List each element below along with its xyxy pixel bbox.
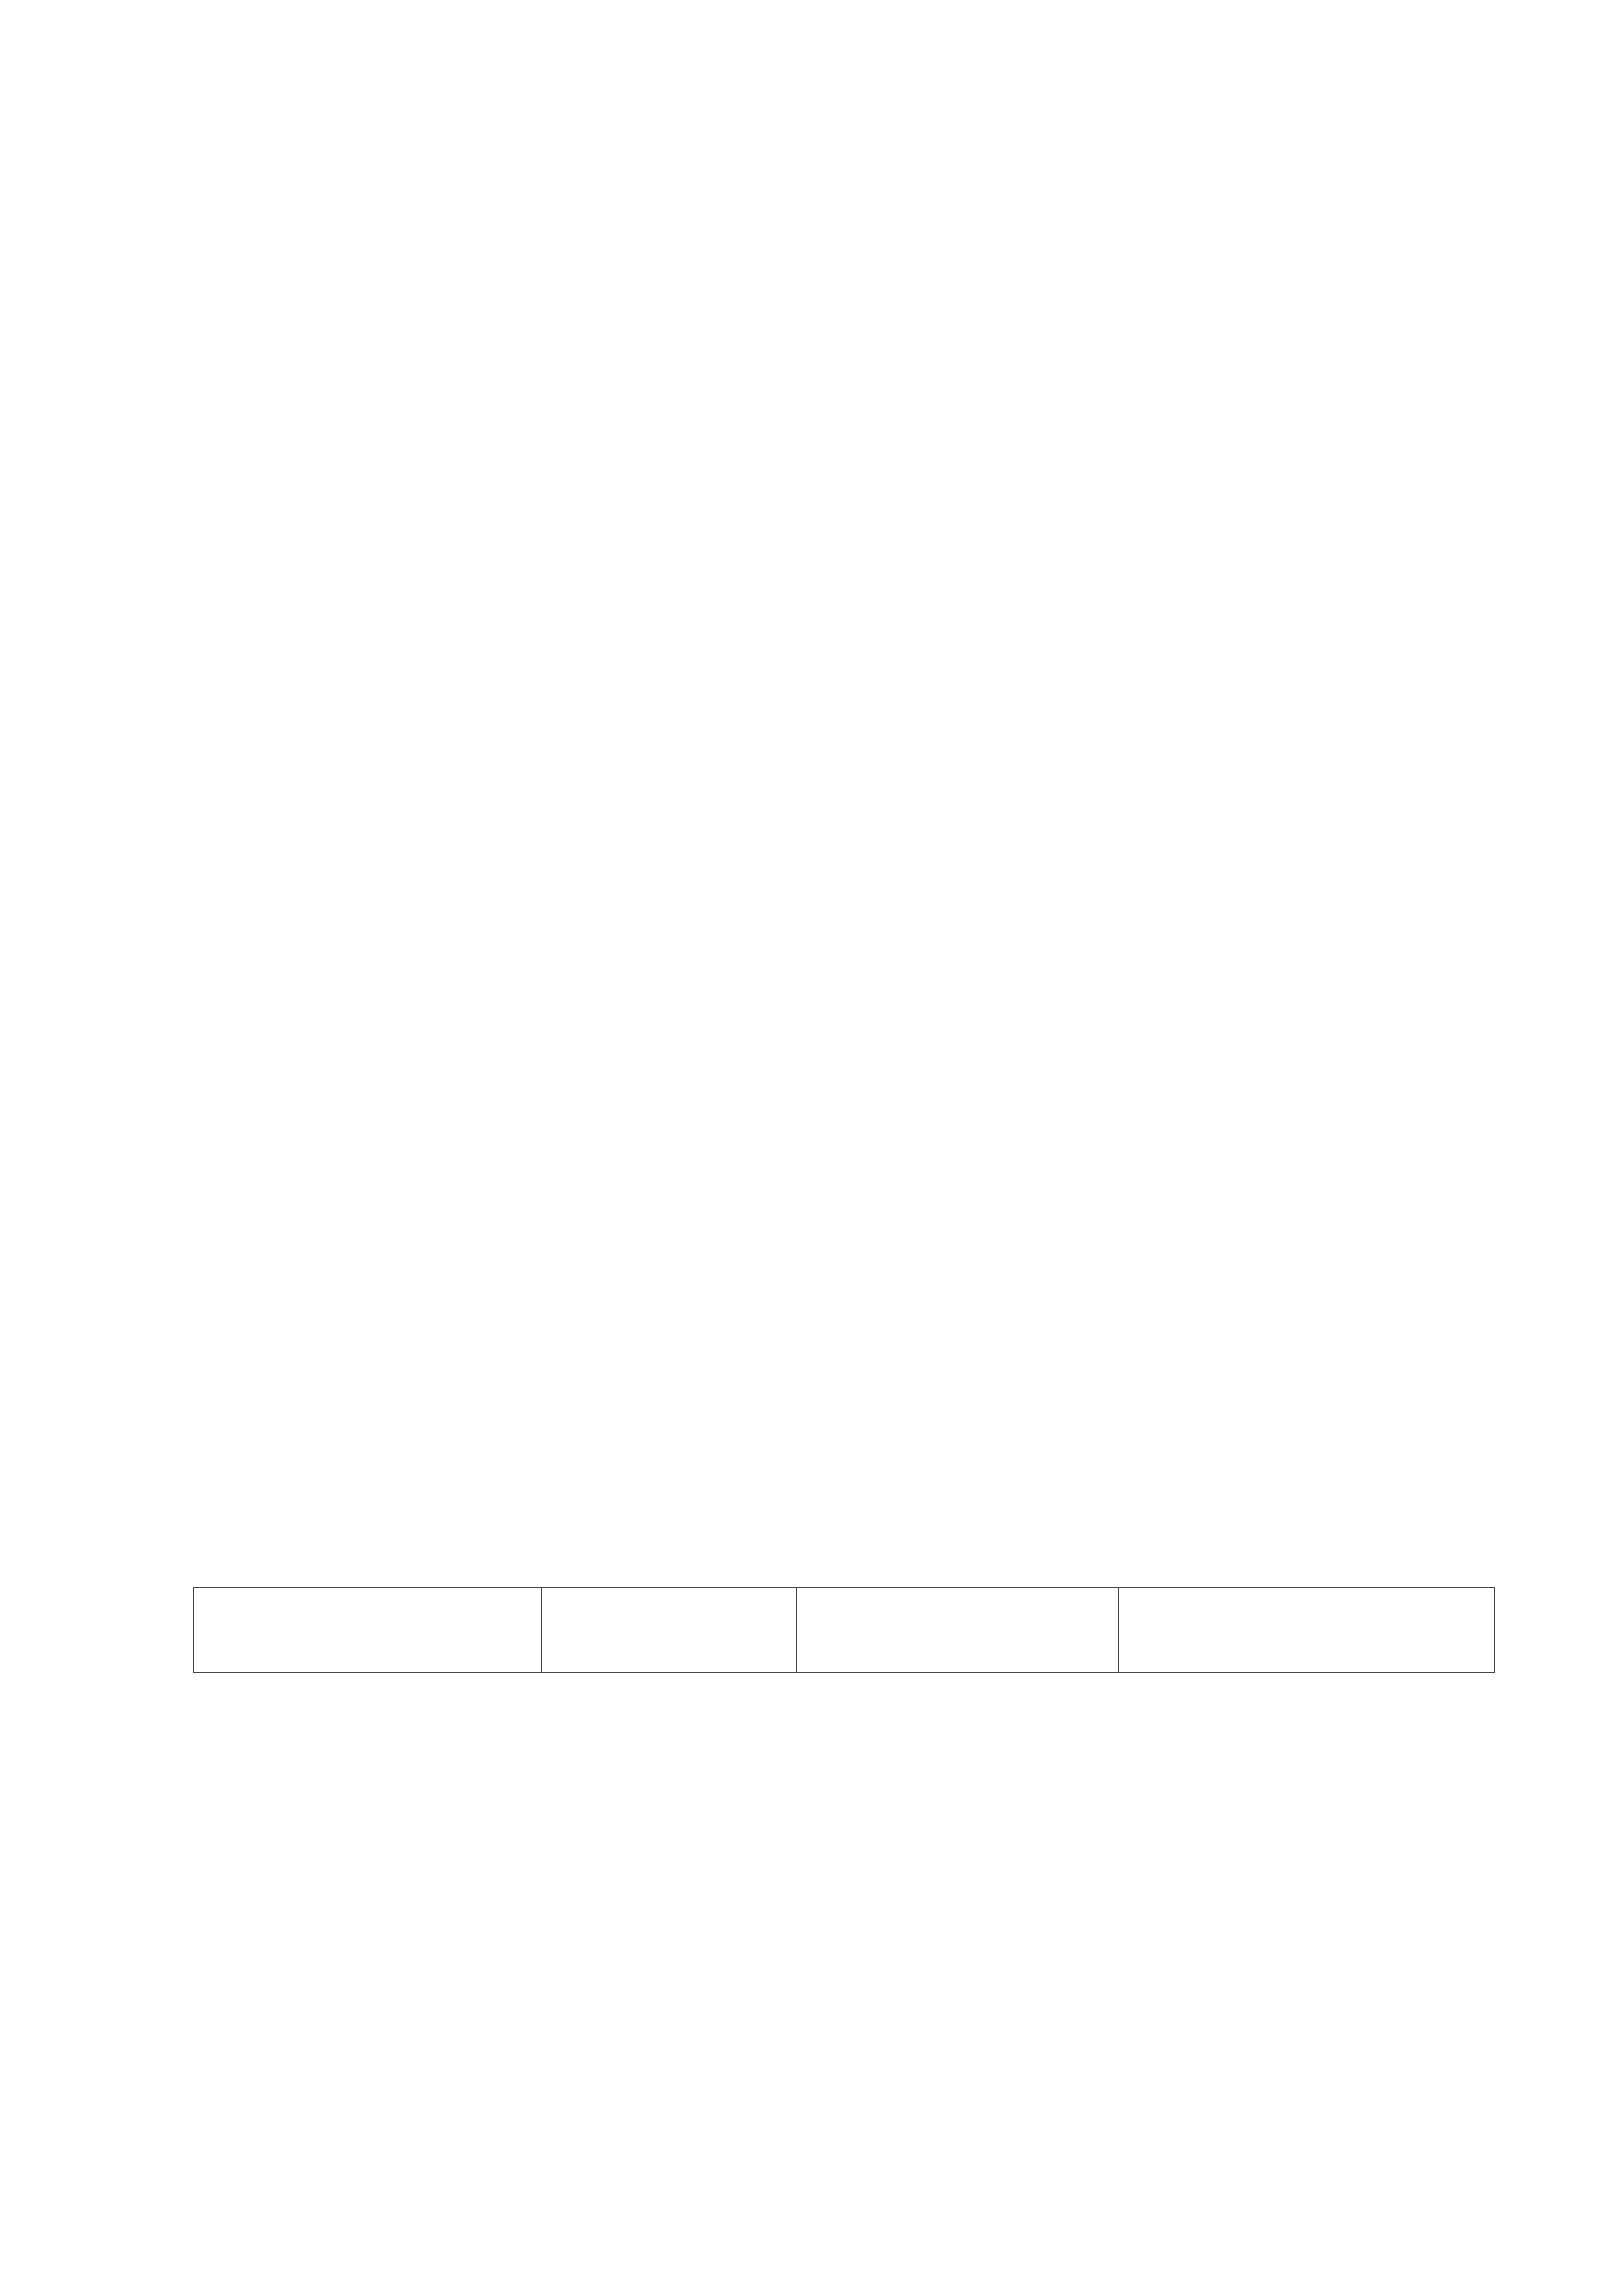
formula bbox=[193, 226, 1495, 234]
document-body bbox=[193, 226, 1495, 242]
header-zone-22 bbox=[1118, 1588, 1495, 1672]
table-header-row bbox=[194, 1588, 1495, 1672]
header-dust-type bbox=[194, 1588, 541, 1672]
equipment-selection-table bbox=[193, 1587, 1495, 1673]
header-zone-21 bbox=[796, 1588, 1118, 1672]
header-zone-20 bbox=[541, 1588, 796, 1672]
